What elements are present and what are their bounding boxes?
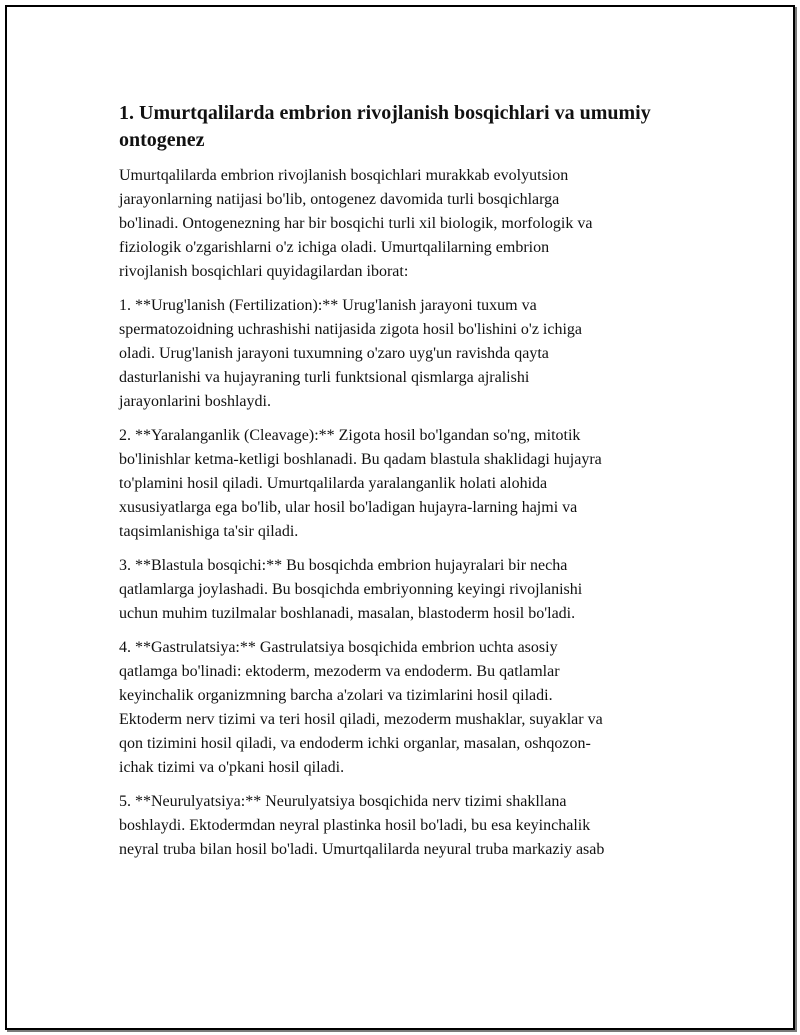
stage-paragraph-3: 3. **Blastula bosqichi:** Bu bosqichda embrion hujayralari bir necha qatlamlarga joylashadi. Bu bosqichda embriyonning keyingi rivojlanishi uchun muhim tuzilmalar boshlanadi, masalan, blastoderm hosil bo'ladi. <box>119 557 583 622</box>
stage-paragraph-2: 2. **Yaralanganlik (Cleavage):** Zigota hosil bo'lgandan so'ng, mitotik bo'linishlar ketma-ketligi boshlanadi. Bu qadam blastula shaklidagi hujayra to'plamini hosil qiladi. Umurtqalilarda yaralanganlik holati alohida xususiyatlarga ega bo'lib, ular hosil bo'ladigan hujayra-larning hajmi va taqsimlanishiga ta'sir qiladi. <box>119 427 602 540</box>
document-body <box>119 164 691 862</box>
document-page <box>5 5 795 1030</box>
document-title: 1. Umurtqalilarda embrion rivojlanish bosqichlari va umumiy ontogenez <box>119 102 651 151</box>
stage-paragraph-5: 5. **Neurulyatsiya:** Neurulyatsiya bosqichida nerv tizimi shakllana boshlaydi. Ektodermdan neyral plastinka hosil bo'ladi, bu esa keyinchalik neyral truba bilan hosil bo'ladi. Umurtqalilarda neyural truba markaziy asab <box>119 793 605 858</box>
stage-paragraph-4: 4. **Gastrulatsiya:** Gastrulatsiya bosqichida embrion uchta asosiy qatlamga bo'linadi: ektoderm, mezoderm va endoderm. Bu qatlamlar keyinchalik organizmning barcha a'zolari va tizimlarini hosil qiladi. Ektoderm nerv tizimi va teri hosil qiladi, mezoderm mushaklar, suyaklar va qon tizimini hosil qiladi, va endoderm ichki organlar, masalan, oshqozon- ichak tizimi va o'pkani hosil qiladi. <box>119 639 603 776</box>
document-content <box>119 100 691 862</box>
stage-paragraph-1: 1. **Urug'lanish (Fertilization):** Urug'lanish jarayoni tuxum va spermatozoidning uchrashishi natijasida zigota hosil bo'lishini o'z ichiga oladi. Urug'lanish jarayoni tuxumning o'zaro uyg'un ravishda qayta dasturlanishi va hujayraning turli funktsional qismlarga ajralishi jarayonlarini boshlaydi. <box>119 297 583 410</box>
intro-paragraph: Umurtqalilarda embrion rivojlanish bosqichlari murakkab evolyutsion jarayonlarning natijasi bo'lib, ontogenez davomida turli bosqichlarga bo'linadi. Ontogenezning har bir bosqichi turli xil biologik, morfologik va fiziologik o'zgarishlarni o'z ichiga oladi. Umurtqalilarning embrion rivojlanish bosqichlari quyidagilardan iborat: <box>119 167 593 280</box>
